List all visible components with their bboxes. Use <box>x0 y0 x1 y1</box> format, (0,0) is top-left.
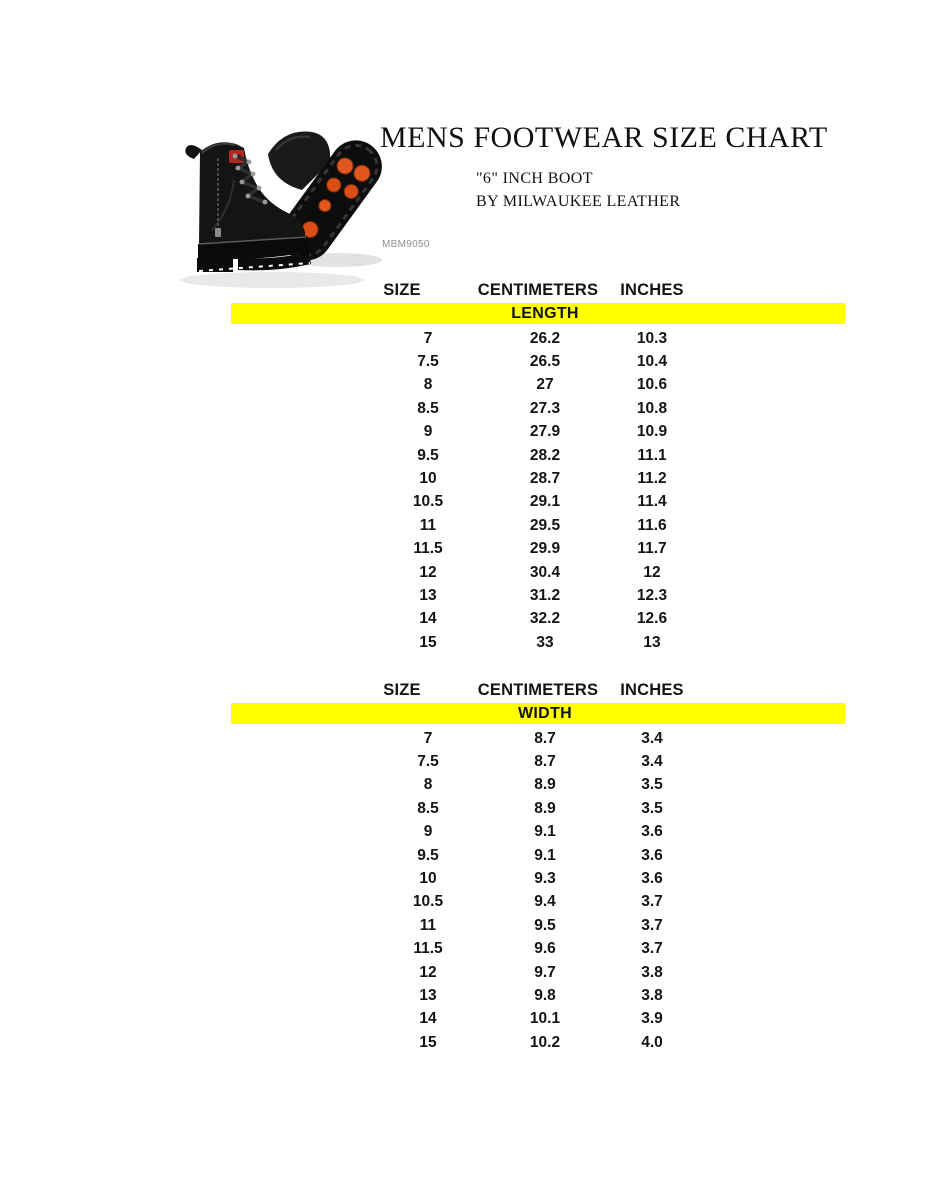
table-row <box>231 444 845 467</box>
cell-inches: 3.9 <box>641 1010 663 1028</box>
cell-centimeters: 30.4 <box>529 563 561 581</box>
table-row <box>231 1031 845 1054</box>
table-row <box>231 327 845 350</box>
table-row <box>231 774 845 797</box>
cell-inches: 3.4 <box>641 729 663 747</box>
table-row <box>231 538 845 561</box>
cell-centimeters: 29.1 <box>529 493 561 511</box>
cell-inches: 12.6 <box>636 610 668 628</box>
cell-inches: 12 <box>643 563 661 581</box>
cell-centimeters: 10.1 <box>529 1010 561 1028</box>
cell-size: 15 <box>419 633 437 651</box>
cell-size: 8 <box>423 376 433 394</box>
cell-size: 12 <box>419 963 437 981</box>
table-row <box>231 984 845 1007</box>
table-row <box>231 514 845 537</box>
cell-inches: 13 <box>643 633 661 651</box>
cell-inches: 3.8 <box>641 986 663 1004</box>
cell-size: 11 <box>419 916 437 934</box>
cell-centimeters: 9.6 <box>534 940 556 958</box>
cell-centimeters: 29.5 <box>529 516 561 534</box>
section-bar-length: LENGTH <box>231 303 845 324</box>
cell-size: 11 <box>419 516 437 534</box>
table-row <box>231 938 845 961</box>
cell-size: 9 <box>423 823 433 841</box>
cell-centimeters: 9.4 <box>534 893 556 911</box>
column-header-inches: INCHES <box>620 680 684 699</box>
width-table-body <box>231 727 845 1054</box>
cell-size: 9 <box>423 423 433 441</box>
table-row <box>231 797 845 820</box>
cell-centimeters: 28.7 <box>529 470 561 488</box>
cell-centimeters: 9.5 <box>534 916 556 934</box>
cell-size: 8.5 <box>417 399 439 417</box>
cell-inches: 3.8 <box>641 963 663 981</box>
cell-centimeters: 10.2 <box>529 1033 561 1051</box>
cell-centimeters: 29.9 <box>529 540 561 558</box>
cell-inches: 11.2 <box>637 470 667 488</box>
table-row <box>231 467 845 490</box>
cell-inches: 10.3 <box>636 329 668 347</box>
cell-size: 10.5 <box>412 893 444 911</box>
cell-centimeters: 9.8 <box>534 986 556 1004</box>
cell-size: 11.5 <box>413 540 443 558</box>
table-row <box>231 631 845 654</box>
cell-inches: 4.0 <box>641 1033 663 1051</box>
cell-size: 10 <box>419 470 437 488</box>
section-bar-width: WIDTH <box>231 703 845 724</box>
table-row <box>231 750 845 773</box>
cell-centimeters: 8.7 <box>534 729 556 747</box>
cell-centimeters: 27 <box>536 376 554 394</box>
cell-centimeters: 9.7 <box>534 963 556 981</box>
table-row <box>231 867 845 890</box>
cell-inches: 3.6 <box>641 870 663 888</box>
length-table-header-row <box>231 279 845 301</box>
cell-inches: 12.3 <box>636 586 668 604</box>
table-row <box>231 727 845 750</box>
table-row <box>231 1008 845 1031</box>
cell-centimeters: 8.9 <box>534 776 556 794</box>
width-table <box>231 679 845 1054</box>
cell-inches: 11.1 <box>637 446 667 464</box>
cell-inches: 11.4 <box>637 493 667 511</box>
cell-size: 12 <box>419 563 437 581</box>
cell-inches: 3.7 <box>641 916 663 934</box>
column-header-centimeters: CENTIMETERS <box>477 280 599 299</box>
table-row <box>231 891 845 914</box>
table-row <box>231 397 845 420</box>
length-table-body <box>231 327 845 654</box>
cell-inches: 3.4 <box>641 753 663 771</box>
cell-size: 14 <box>419 610 437 628</box>
cell-centimeters: 28.2 <box>529 446 561 464</box>
cell-centimeters: 27.9 <box>529 423 561 441</box>
cell-size: 9.5 <box>417 446 439 464</box>
width-table-header-row <box>231 679 845 701</box>
cell-size: 8.5 <box>417 799 439 817</box>
length-table <box>231 279 845 654</box>
table-row <box>231 844 845 867</box>
cell-inches: 10.8 <box>636 399 668 417</box>
cell-size: 11.5 <box>413 940 443 958</box>
cell-size: 7.5 <box>417 753 439 771</box>
cell-inches: 10.6 <box>636 376 668 394</box>
model-number: MBM9050 <box>382 239 430 250</box>
cell-size: 7 <box>423 329 433 347</box>
cell-centimeters: 26.5 <box>529 353 561 371</box>
cell-inches: 3.5 <box>641 799 663 817</box>
cell-centimeters: 9.3 <box>534 870 556 888</box>
boot-illustration <box>172 110 386 292</box>
table-row <box>231 821 845 844</box>
table-row <box>231 491 845 514</box>
column-header-inches: INCHES <box>620 280 684 299</box>
column-header-centimeters: CENTIMETERS <box>477 680 599 699</box>
cell-inches: 3.6 <box>641 846 663 864</box>
cell-size: 7.5 <box>417 353 439 371</box>
cell-centimeters: 33 <box>536 633 554 651</box>
cell-size: 10 <box>419 870 437 888</box>
cell-size: 9.5 <box>417 846 439 864</box>
cell-size: 15 <box>419 1033 437 1051</box>
cell-centimeters: 9.1 <box>534 846 556 864</box>
subtitle-brand: BY MILWAUKEE LEATHER <box>476 193 681 210</box>
subtitle-boot-type: "6" INCH BOOT <box>476 170 593 187</box>
table-row <box>231 350 845 373</box>
cell-inches: 3.7 <box>641 893 663 911</box>
cell-size: 14 <box>419 1010 437 1028</box>
cell-centimeters: 8.9 <box>534 799 556 817</box>
zipper-pull <box>215 228 221 237</box>
cell-centimeters: 32.2 <box>529 610 561 628</box>
cell-centimeters: 8.7 <box>534 753 556 771</box>
page-title: MENS FOOTWEAR SIZE CHART <box>380 121 828 154</box>
table-row <box>231 374 845 397</box>
column-header-size: SIZE <box>383 680 421 699</box>
cell-size: 13 <box>419 586 437 604</box>
cell-inches: 10.9 <box>636 423 668 441</box>
table-row <box>231 584 845 607</box>
cell-centimeters: 26.2 <box>529 329 561 347</box>
table-row <box>231 421 845 444</box>
cell-centimeters: 31.2 <box>529 586 561 604</box>
cell-size: 13 <box>419 986 437 1004</box>
pull-tab <box>185 145 202 159</box>
column-header-size: SIZE <box>383 280 421 299</box>
heel-block <box>197 257 233 272</box>
table-row <box>231 608 845 631</box>
product-photo-boots <box>172 110 386 292</box>
cell-size: 10.5 <box>412 493 444 511</box>
cell-inches: 11.6 <box>637 516 667 534</box>
cell-centimeters: 9.1 <box>534 823 556 841</box>
cell-size: 8 <box>423 776 433 794</box>
table-row <box>231 914 845 937</box>
cell-size: 7 <box>423 729 433 747</box>
cell-inches: 3.5 <box>641 776 663 794</box>
cell-inches: 3.7 <box>641 940 663 958</box>
cell-inches: 10.4 <box>636 353 668 371</box>
cell-inches: 3.6 <box>641 823 663 841</box>
table-row <box>231 561 845 584</box>
cell-centimeters: 27.3 <box>529 399 561 417</box>
table-row <box>231 961 845 984</box>
cell-inches: 11.7 <box>637 540 667 558</box>
